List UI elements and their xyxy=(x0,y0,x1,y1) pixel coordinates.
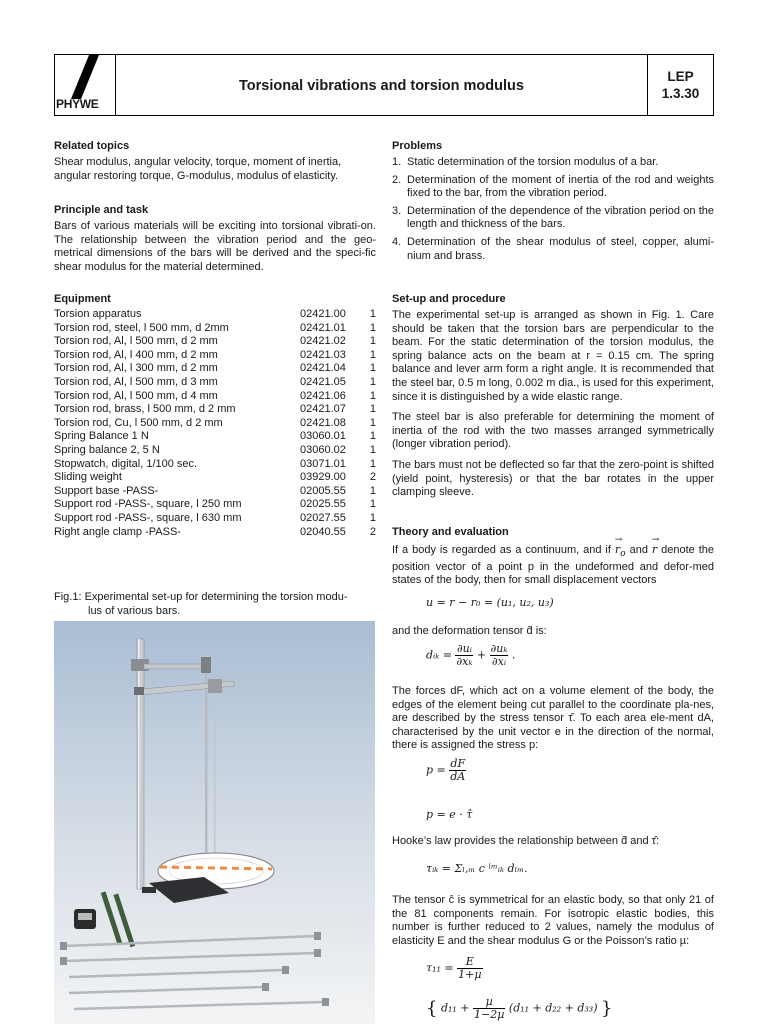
equipment-row xyxy=(54,444,376,458)
equipment-row xyxy=(54,512,376,526)
equipment-code: 02040.55 xyxy=(300,525,346,538)
equipment-name: Support rod -PASS-, square, l 630 mm xyxy=(54,511,242,524)
equipment-code: 03929.00 xyxy=(300,471,346,484)
equipment-row xyxy=(54,417,376,431)
problem-item xyxy=(392,174,714,201)
eq-d-lhs: dᵢₖ = xyxy=(426,648,452,662)
equipment-code: 02005.55 xyxy=(300,484,346,497)
equipment-qty: 2 xyxy=(369,471,376,484)
equipment-row xyxy=(54,471,376,485)
equipment-row xyxy=(54,390,376,404)
theory-text-3: The forces dF, which act on a volume element of the body, the edges of the element being cut parallel to the coordinate pla-nes, are described by the stress tensor τ̂. To each area ele-ment dA, characterised by the unit vector e in the direction of the normal, there is assigned the stress p: xyxy=(392,685,714,752)
lep-label: LEP xyxy=(667,69,694,84)
theory-text-1a: If a body is regarded as a continuum, and if xyxy=(392,544,611,556)
equipment-row xyxy=(54,498,376,512)
eq-d-plus: + xyxy=(476,648,487,662)
setup-heading: Set-up and procedure xyxy=(392,293,506,305)
equipment-name: Sliding weight xyxy=(54,471,122,484)
problem-number: 4. xyxy=(392,235,402,248)
equipment-name: Torsion rod, Al, l 400 mm, d 2 mm xyxy=(54,348,218,361)
equipment-section xyxy=(54,293,376,539)
equipment-code: 02421.01 xyxy=(300,321,346,334)
equipment-qty: 1 xyxy=(369,457,376,470)
related-topics-heading: Related topics xyxy=(54,140,130,152)
related-topics-text: Shear modulus, angular velocity, torque, moment of inertia, angular restoring torque, G-modulus, modulus of elasticity. xyxy=(54,156,342,182)
apparatus-illustration xyxy=(54,621,375,1024)
equipment-row xyxy=(54,526,376,540)
equipment-qty: 2 xyxy=(369,525,376,538)
equipment-qty: 1 xyxy=(369,443,376,456)
problem-text: Determination of the shear modulus of steel, copper, alumi-nium and brass. xyxy=(407,235,714,262)
equipment-row xyxy=(54,308,376,322)
equipment-code: 02421.07 xyxy=(300,403,346,416)
equipment-name: Torsion rod, Cu, l 500 mm, d 2 mm xyxy=(54,416,223,429)
eq-p1-num: dF xyxy=(450,757,466,770)
problems-heading: Problems xyxy=(392,140,443,152)
figure-caption-line2: lus of various bars. xyxy=(88,604,181,617)
theory-text-5: The tensor ĉ is symmetrical for an elastic body, so that only 21 of the 81 components remain. For isotropic elastic bodies, this number is further reduced to 2 values, namely the modulus of elasticity E and the shear modulus G or the Poisson’s ratio µ: xyxy=(392,894,714,947)
eq-d-den1: ∂xₖ xyxy=(456,655,473,668)
equipment-name: Support rod -PASS-, square, l 250 mm xyxy=(54,498,242,511)
lep-number: 1.3.30 xyxy=(661,86,700,101)
equipment-qty: 1 xyxy=(369,484,376,497)
equipment-qty: 1 xyxy=(369,348,376,361)
eq-t-den: 1+µ xyxy=(458,968,482,981)
problems-list xyxy=(392,156,714,263)
equipment-qty: 1 xyxy=(369,430,376,443)
equation-brace: { d₁₁ + $\frac{\text{µ}}{\text{1−2µ}}$ (d₁₁ + d₂₂ + d₃₃) } xyxy=(426,995,613,1021)
eq-d-end: . xyxy=(511,648,516,662)
equipment-name: Torsion rod, Al, l 500 mm, d 4 mm xyxy=(54,389,218,402)
title-box xyxy=(116,54,648,116)
apparatus-photo xyxy=(54,621,375,1024)
theory-section xyxy=(392,526,714,588)
equipment-name: Support base -PASS- xyxy=(54,484,159,497)
equipment-name: Torsion rod, Al, l 500 mm, d 3 mm xyxy=(54,375,218,388)
problem-number: 3. xyxy=(392,204,402,217)
figure-caption xyxy=(54,591,376,618)
equation-stress-2: p = e · τ̂ xyxy=(426,808,473,821)
equipment-qty: 1 xyxy=(369,362,376,375)
equipment-code: 02421.08 xyxy=(300,416,346,429)
equipment-name: Torsion rod, steel, l 500 mm, d 2mm xyxy=(54,321,229,334)
lep-box xyxy=(648,54,714,116)
eq-b-num: µ xyxy=(473,996,505,1009)
equipment-code: 03071.01 xyxy=(300,457,346,470)
equipment-row xyxy=(54,430,376,444)
logo-box xyxy=(54,54,116,116)
equipment-row xyxy=(54,403,376,417)
eq-b-den: 1−2µ xyxy=(474,1008,505,1021)
figure-label: Fig.1: xyxy=(54,591,82,603)
setup-paragraph-1: The experimental set-up is arranged as shown in Fig. 1. Care should be taken that the torsion bars are perpendicular to the beam. For the static determination of the torsion modulus, the spring balance acts on the beam at r = 0.15 cm. The spring balance and lever arm form a right angle. It is recommended that the steel bar, 0.5 m long, 0.002 m dia., is used for this experiment, since it is distinguished by a wide elastic range. xyxy=(392,309,714,403)
theory-heading: Theory and evaluation xyxy=(392,526,509,538)
equation-hooke: τᵢₖ = Σₗ,ₘ c ˡᵐᵢₖ dₗₘ. xyxy=(426,862,528,875)
equipment-name: Stopwatch, digital, 1/100 sec. xyxy=(54,457,198,470)
equation-tau xyxy=(426,956,483,981)
theory-text-2: and the deformation tensor d̂ is: xyxy=(392,625,547,637)
equipment-qty: 1 xyxy=(369,335,376,348)
problem-text: Static determination of the torsion modulus of a bar. xyxy=(407,156,659,168)
equipment-name: Spring balance 2, 5 N xyxy=(54,443,160,456)
principle-text: Bars of various materials will be exciting into torsional vibrati-on. The relationship between the vibration period and the geo-metrical dimensions of the bars will be derived and the speci-fic shear modulus for the material determined. xyxy=(54,220,376,273)
equipment-name: Torsion apparatus xyxy=(54,308,142,320)
problem-item xyxy=(392,205,714,232)
equipment-row xyxy=(54,376,376,390)
problems-section xyxy=(392,140,714,267)
problem-text: Determination of the dependence of the vibration period on the length and thickness of the bars. xyxy=(407,204,714,231)
equipment-code: 02421.04 xyxy=(300,362,346,375)
equipment-code: 02421.06 xyxy=(300,389,346,402)
equipment-code: 02025.55 xyxy=(300,498,346,511)
equipment-row xyxy=(54,362,376,376)
eq-b-a: d₁₁ + xyxy=(440,1001,470,1015)
eq-p1-den: dA xyxy=(450,770,466,783)
equation-stress-1 xyxy=(426,758,466,783)
equipment-name: Spring Balance 1 N xyxy=(54,430,149,443)
theory-text-4: Hooke’s law provides the relationship between d̂ and τ̂: xyxy=(392,835,660,847)
equation-deformation xyxy=(426,643,515,668)
equipment-code: 03060.01 xyxy=(300,430,346,443)
problem-number: 1. xyxy=(392,156,402,168)
equipment-name: Torsion rod, Al, l 300 mm, d 2 mm xyxy=(54,362,218,375)
equipment-heading: Equipment xyxy=(54,293,111,305)
eq-d-num2: ∂uₖ xyxy=(490,642,508,655)
eq-p1-lhs: p = xyxy=(426,763,446,777)
equipment-table xyxy=(54,308,376,539)
problem-text: Determination of the moment of inertia of the rod and weights fixed to the bar, from the vibration period. xyxy=(407,173,714,200)
page-title: Torsional vibrations and torsion modulus xyxy=(239,78,524,94)
figure-caption-line1: Experimental set-up for determining the torsion modu- xyxy=(84,591,348,603)
equipment-qty: 1 xyxy=(369,375,376,388)
theory-text-1c: denote the position vector of a point p in the undeformed and defor-med states of the body, then for small displacement vectors xyxy=(392,544,715,587)
theory-text-1b: and xyxy=(629,544,648,556)
eq-d-num1: ∂uᵢ xyxy=(456,642,472,655)
vector-r: → r xyxy=(652,543,657,557)
problem-item xyxy=(392,156,714,170)
principle-heading: Principle and task xyxy=(54,204,149,216)
equipment-name: Right angle clamp -PASS- xyxy=(54,525,181,538)
equipment-qty: 1 xyxy=(369,511,376,524)
eq-t-lhs: τ₁₁ = xyxy=(426,961,454,975)
equipment-code: 02421.03 xyxy=(300,348,346,361)
equipment-row xyxy=(54,335,376,349)
equipment-qty: 1 xyxy=(369,403,376,416)
logo-text: PHYWE xyxy=(56,97,99,111)
problem-number: 2. xyxy=(392,173,402,186)
setup-section xyxy=(392,293,714,500)
equipment-row xyxy=(54,322,376,336)
equipment-qty: 1 xyxy=(369,389,376,402)
equipment-code: 02421.00 xyxy=(300,308,346,320)
equipment-code: 02421.05 xyxy=(300,375,346,388)
eq-t-num: E xyxy=(457,956,482,969)
setup-paragraph-2: The steel bar is also preferable for determining the moment of inertia of the rod with the two masses arranged symmetrically (longer vibration period). xyxy=(392,411,714,451)
equipment-row xyxy=(54,485,376,499)
vector-r0: → $r_o$ xyxy=(615,543,626,561)
equipment-code: 02027.55 xyxy=(300,511,346,524)
equipment-qty: 1 xyxy=(369,308,376,320)
principle-section xyxy=(54,204,376,274)
equipment-qty: 1 xyxy=(369,416,376,429)
equipment-name: Torsion rod, Al, l 500 mm, d 2 mm xyxy=(54,335,218,348)
related-topics-section xyxy=(54,140,376,183)
equipment-code: 03060.02 xyxy=(300,443,346,456)
eq-b-b: (d₁₁ + d₂₂ + d₃₃) xyxy=(508,1001,598,1015)
equipment-name: Torsion rod, brass, l 500 mm, d 2 mm xyxy=(54,403,236,416)
equipment-row xyxy=(54,458,376,472)
problem-item xyxy=(392,236,714,263)
equipment-code: 02421.02 xyxy=(300,335,346,348)
equation-displacement: u = r − r₀ = (u₁, u₂, u₃) xyxy=(426,596,554,609)
equipment-qty: 1 xyxy=(369,321,376,334)
setup-paragraph-3: The bars must not be deflected so far that the zero-point is shifted (yield point, hysteresis) or that the bar rotates in the upper clamping sleeve. xyxy=(392,458,714,499)
eq-d-den2: ∂xᵢ xyxy=(491,655,507,668)
equipment-row xyxy=(54,349,376,363)
equipment-qty: 1 xyxy=(369,498,376,511)
